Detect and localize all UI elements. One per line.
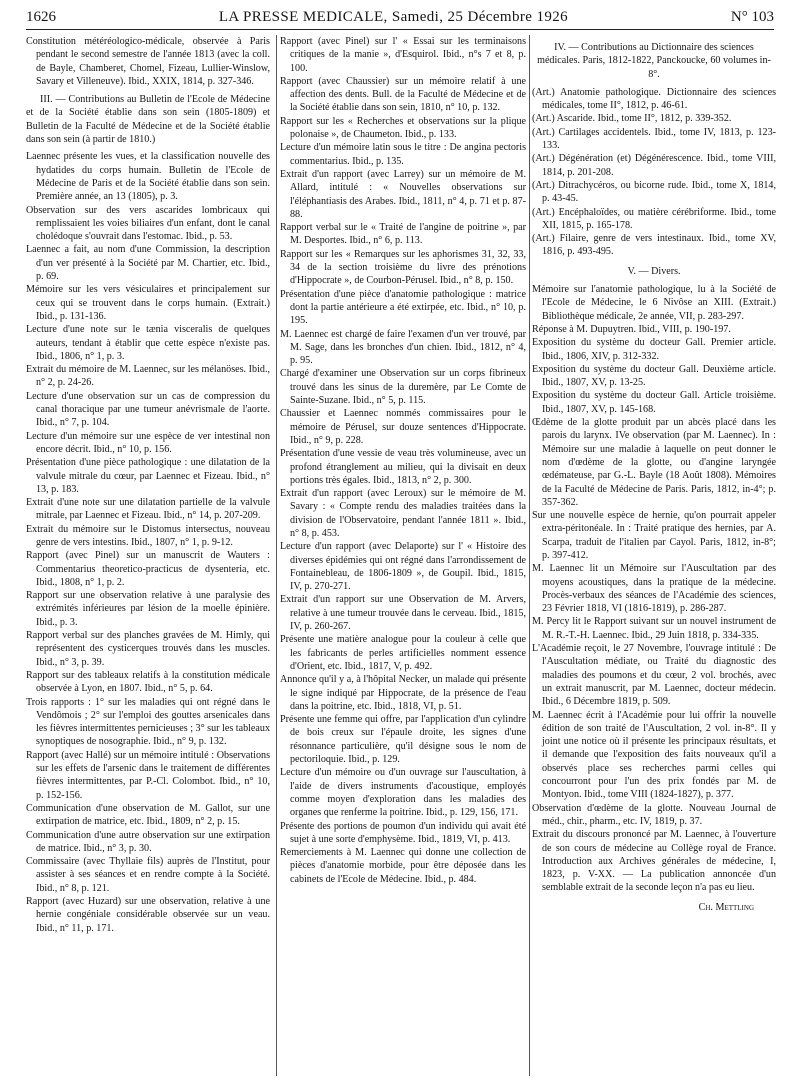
bibliography-entry: Remerciements à M. Laennec qui donne une collection de pièces d'anatomie morbide, pour être déposée dans les cabinets de l'Ecole de Médecine. Ibid., p. 484.	[280, 847, 526, 885]
bibliography-entry: Constitution météréologico-médicale, observée à Paris pendant le second semestre de l'année 1813 (avec la coll. de Bayle, Chamberet, Chomel, Fizeau, Lullier-Winslow, Savary et Villeneuve). Ibid., XXIX, 1814, p. 327-346.	[26, 36, 270, 87]
bibliography-entry: Rapport sur une observation relative à une paralysie des extrémités inférieures par lésion de la moelle épinière. Ibid., p. 3.	[26, 590, 270, 628]
bibliography-entry: Œdème de la glotte produit par un abcès placé dans les parois du larynx. IVe observation (par M. Laennec). In : Mémoire sur une maladie à laquelle on peut donner le nom d'œdème de la glotte, ou d'angine laryngée œdémateuse, par G.-L. Bayle (18 Août 1808). Mémoires de la Faculté de Médecine de Paris. Paris, 1812, in-4°; p. 357-362.	[532, 417, 776, 508]
bibliography-entry: Annonce qu'il y a, à l'hôpital Necker, un malade qui présente le signe indiqué par Hippocrate, de la présence de l'eau dans la poitrine, etc. Ibid., 1818, VI, p. 51.	[280, 674, 526, 712]
bibliography-entry: M. Laennec est chargé de faire l'examen d'un ver trouvé, par M. Sage, dans les bronches d'un chien. Ibid., 1812, n° 4, p. 95.	[280, 328, 526, 367]
bibliography-entry: Exposition du système du docteur Gall. Deuxième article. Ibid., 1807, XV, p. 13-25.	[532, 363, 776, 389]
bibliography-entry: M. Laennec écrit à l'Académie pour lui offrir la nouvelle édition de son traité de l'Auscultation, 2 vol. in-8°. Il y joint une notice où il présente les principaux résultats, et il demande que l'exposition des faits nouveaux qu'il a observés place ses recherches parmi celles qui concourront pour l'un des prix fondés par M. de Montyon. Ibid., tome VIII (1824-1827), p. 377.	[532, 709, 776, 801]
page-header	[26, 9, 774, 29]
bibliography-entry: Commissaire (avec Thyllaie fils) auprès de l'Institut, pour assister à ses séances et en rendre compte à la Société. Ibid., n° 8, p. 121.	[26, 856, 270, 894]
bibliography-entry: (Art.) Ascaride. Ibid., tome II°, 1812, p. 339-352.	[532, 113, 732, 125]
section-heading: IV. — Contributions au Dictionnaire des sciences médicales. Paris, 1812-1822, Panckoucke, 60 volumes in-8°.	[537, 42, 771, 80]
column-2	[280, 35, 526, 1077]
bibliography-entry: Observation sur des vers ascarides lombricaux qui remplissaient les voies biliaires d'un enfant, dont le canal cholédoque s'ouvrait dans l'estomac. Ibid., p. 53.	[26, 204, 270, 243]
bibliography-entry: Extrait du mémoire de M. Laennec, sur les mélanöses. Ibid., n° 2, p. 24-26.	[26, 364, 270, 389]
bibliography-entry: Chargé d'examiner une Observation sur un corps fibrineux trouvé dans les sinus de la duremère, par Le Comte de Sainte-Suzane. Ibid., n° 5, p. 115.	[280, 368, 526, 407]
bibliography-entry: Présente des portions de poumon d'un individu qui avait été sujet à une sorte d'emphysème. Ibid., 1819, VI, p. 413.	[280, 820, 526, 845]
bibliography-entry: Rapport sur les « Recherches et observations sur la plique polonaise », de Chaumeton. Ibid., p. 133.	[280, 115, 526, 141]
issue-number: N° 103	[730, 9, 774, 25]
bibliography-entry: Présente une matière analogue pour la couleur à celle que les fabricants de perles artificielles nomment essence d'Orient, etc. Ibid., 1817, V, p. 492.	[280, 634, 526, 672]
header-rule	[26, 29, 774, 30]
bibliography-entry: Exposition du système du docteur Gall. Premier article. Ibid., 1806, XIV, p. 312-332.	[532, 337, 776, 362]
bibliography-entry: Rapport (avec Pinel) sur l' « Essai sur les terminaisons critiques de la manie », d'Esquirol. Ibid., n°s 7 et 8, p. 100.	[280, 36, 526, 74]
bibliography-entry: Rapport (avec Huzard) sur une observation, relative à une hernie congéniale considérable observée sur un veau. Ibid., n° 11, p. 171.	[26, 896, 270, 934]
bibliography-entry: Rapport verbal sur le « Traité de l'angine de poitrine », par M. Desportes. Ibid., n° 6, p. 113.	[280, 222, 526, 247]
bibliography-entry: L'Académie reçoit, le 27 Novembre, l'ouvrage intitulé : De l'Auscultation médiate, ou Traité du diagnostic des maladies des poumons et du cœur, 2 vol. brochés, avec un extrait manuscrit, par M. Laennec, docteur médecin. Ibid., 6 Décembre 1819, p. 509.	[532, 643, 776, 708]
bibliography-entry: Mémoire sur les vers vésiculaires et principalement sur ceux qui se trouvent dans le corps humain. (Extrait.) Ibid., p. 131-136.	[26, 284, 270, 322]
bibliography-entry: Rapport verbal sur des planches gravées de M. Himly, qui représentent des cysticerques trouvés dans les muscles. Ibid., n° 3, p. 39.	[26, 630, 270, 668]
bibliography-entry: M. Percy lit le Rapport suivant sur un nouvel instrument de M. R.-T.-H. Laennec. Ibid., 29 Juin 1818, p. 334-335.	[532, 616, 776, 641]
bibliography-entry: Trois rapports : 1° sur les maladies qui ont régné dans le Vendômois ; 2° sur l'emploi des gouttes arsenicales dans les fièvres intermittentes pernicieuses ; 3° sur les tableaux synoptiques de nosographie. Ibid., n° 9, p. 132.	[26, 696, 270, 748]
bibliography-entry: Extrait du discours prononcé par M. Laennec, à l'ouverture de son cours de médecine au Collège royal de France. Introduction aux Archives générales de médecine, I, 1823, p. V-XX. — La publication annoncée d'un semblable extrait de la seconde leçon n'a pas eu lieu.	[532, 829, 776, 894]
bibliography-entry: Extrait d'un rapport (avec Leroux) sur le mémoire de M. Savary : « Compte rendu des maladies traitées dans la division de l'Observatoire, pendant l'année 1811 ». Ibid., n° 8, p. 453.	[280, 488, 526, 539]
section-heading: III. — Contributions au Bulletin de l'Ecole de Médecine et de la Société établie dans son sein (1805-1809) et Bulletin de la Faculté de Médecine et de la Société établie dans son sein (à partir de 1810.)	[26, 94, 270, 146]
bibliography-entry: Lecture d'un rapport (avec Delaporte) sur l' « Histoire des diverses épidémies qui ont régné dans l'arrondissement de Fontainebleau, de 1806-1809 », de Goupil. Ibid., 1815, IV, p. 270-271.	[280, 541, 526, 593]
bibliography-entry: Lecture d'un mémoire ou d'un ouvrage sur l'auscultation, à l'aide de divers instruments d'acoustique, employés comme moyen d'exploration dans les maladies des organes que renferme la poitrine. Ibid., p. 129, 156, 171.	[280, 767, 526, 819]
bibliography-entry: Rapport sur des tableaux relatifs à la constitution médicale observée à Lyon, en 1807. Ibid., n° 5, p. 64.	[26, 669, 270, 695]
column-3	[532, 35, 776, 1077]
bibliography-entry: Lecture d'un mémoire sur une espèce de ver intestinal non encore décrit. Ibid., n° 10, p. 156.	[26, 430, 270, 455]
bibliography-entry: Communication d'une observation de M. Gallot, sur une extirpation de matrice, etc. Ibid., 1809, n° 2, p. 15.	[26, 802, 270, 828]
bibliography-entry: (Art.) Cartilages accidentels. Ibid., tome IV, 1813, p. 123-133.	[532, 126, 776, 152]
bibliography-entry: Présentation d'une pièce d'anatomie pathologique : matrice dont la partie antérieure a été extirpée, etc. Ibid., n° 10, p. 195.	[280, 288, 526, 327]
bibliography-entry: (Art.) Encéphaloïdes, ou matière cérébriforme. Ibid., tome XII, 1815, p. 165-178.	[532, 206, 776, 231]
column-divider	[529, 35, 530, 1076]
page-number: 1626	[26, 9, 56, 25]
bibliography-entry: M. Laennec lit un Mémoire sur l'Auscultation par des moyens acoustiques, dans la pratique de la médecine. Procès-verbaux des séances de l'Académie des sciences, 23 Février 1818, VI (1816-1819), p. 286-287.	[532, 563, 776, 615]
bibliography-entry: Mémoire sur l'anatomie pathologique, lu à la Société de l'Ecole de Médecine, le 6 Nivôse an XIII. (Extrait.) Bibliothèque médicale, 2e année, VII, p. 283-297.	[532, 284, 776, 322]
bibliography-entry: (Art.) Dégénération (et) Dégénérescence. Ibid., tome VIII, 1814, p. 201-208.	[532, 153, 776, 178]
bibliography-entry: Extrait d'un rapport (avec Larrey) sur un mémoire de M. Allard, intitulé : « Nouvelles observations sur l'éléphantiasis des Arabes. Ibid., 1811, n° 4, p. 71 et p. 87-88.	[280, 168, 526, 220]
bibliography-entry: Extrait d'une note sur une dilatation partielle de la valvule mitrale, par Laennec et Fizeau. Ibid., n° 14, p. 207-209.	[26, 497, 270, 522]
bibliography-entry: Extrait d'un rapport sur une Observation de M. Arvers, relative à une tumeur trouvée dans le cerveau. Ibid., 1815, IV, p. 260-267.	[280, 594, 526, 633]
bibliography-entry: Sur une nouvelle espèce de hernie, qu'on pourrait appeler extra-péritonéale. In : Traité pratique des hernies, par A. Scarpa, traduit de l'italien par Cayol. Paris, 1812, in-8°; p. 397-412.	[532, 510, 776, 561]
bibliography-entry: Rapport (avec Chaussier) sur un mémoire relatif à une affection des dents. Bull. de la Faculté de Médecine et de la Société établie dans son sein, 1810, n° 10, p. 132.	[280, 75, 526, 114]
bibliography-entry: (Art.) Filaire, genre de vers intestinaux. Ibid., tome XV, 1816, p. 493-495.	[532, 233, 776, 258]
column-1	[26, 35, 270, 1077]
section-heading: V. — Divers.	[627, 265, 681, 277]
bibliography-entry: Rapport sur les « Remarques sur les aphorismes 31, 32, 33, 34 de la section troisième du livre des prénotions d'Hippocrate », de Courbon-Pérusel. Ibid., n° 8, p. 150.	[280, 248, 526, 287]
bibliography-entry: Laennec a fait, au nom d'une Commission, la description d'un ver présenté à la Société par M. Chartier, etc. Ibid., p. 69.	[26, 244, 270, 283]
bibliography-entry: Présente une femme qui offre, par l'application d'un cylindre de bois creux sur l'épaule droite, les signes d'une résonnance particulière, qu'il désigne sous le nom de pectoriloquie. Ibid., p. 129.	[280, 714, 526, 766]
bibliography-entry: Présentation d'une pièce pathologique : une dilatation de la valvule mitrale du cœur, par Laennec et Fizeau. Ibid., n° 13, p. 183.	[26, 457, 270, 495]
bibliography-entry: Lecture d'une note sur le tænia visceralis de quelques auteurs, tendant à établir que cette espèce n'existe pas. Ibid., 1806, n° 1, p. 3.	[26, 324, 270, 362]
bibliography-entry: Communication d'une autre observation sur une extirpation de matrice. Ibid., n° 3, p. 30.	[26, 829, 270, 854]
bibliography-entry: Lecture d'un mémoire latin sous le titre : De angina pectoris commentarius. Ibid., p. 135.	[280, 142, 526, 167]
bibliography-entry: Laennec présente les vues, et la classification nouvelle des hydatides du corps humain. Bulletin de l'Ecole de Médecine de Paris et de la Société établie dans son sein. Première année, an 13 (1805), p. 3.	[26, 151, 270, 203]
bibliography-entry: (Art.) Anatomie pathologique. Dictionnaire des sciences médicales, tome II°, 1812, p. 46-61.	[532, 86, 776, 112]
bibliography-entry: Observation d'œdème de la glotte. Nouveau Journal de méd., chir., pharm., etc. IV, 1819, p. 37.	[532, 802, 776, 827]
journal-title: LA PRESSE MEDICALE, Samedi, 25 Décembre 1926	[218, 9, 569, 25]
bibliography-entry: Rapport (avec Hallé) sur un mémoire intitulé : Observations sur les effets de l'arsenic dans le traitement de différentes fièvres intermittentes, par P.-Cl. Colombot. Ibid., n° 10, p. 152-156.	[26, 749, 270, 801]
bibliography-entry: Rapport (avec Pinel) sur un manuscrit de Wauters : Commentarius theoretico-practicus de dysenteria, etc. Ibid., 1808, n° 1, p. 2.	[26, 550, 270, 588]
bibliography-entry: Exposition du système du docteur Gall. Article troisième. Ibid., 1807, XV, p. 145-168.	[532, 390, 776, 415]
bibliography-entry: Chaussier et Laennec nommés commissaires pour le mémoire de Pérusel, sur douze sentences d'Hippocrate. Ibid., n° 9, p. 228.	[280, 408, 526, 446]
bibliography-entry: Réponse à M. Dupuytren. Ibid., VIII, p. 190-197.	[532, 323, 731, 335]
bibliography-entry: Présentation d'une vessie de veau très volumineuse, avec un profond étranglement au milieu, qui la divisait en deux portions très égales. Ibid., 1813, n° 2, p. 300.	[280, 448, 526, 486]
column-divider	[276, 35, 277, 1076]
bibliography-entry: (Art.) Ditrachycéros, ou bicorne rude. Ibid., tome X, 1814, p. 43-45.	[532, 179, 776, 205]
bibliography-entry: Lecture d'une observation sur un cas de compression du canal thoracique par une tumeur anévrismale de l'aorte. Ibid., n° 7, p. 104.	[26, 390, 270, 429]
bibliography-entry: Extrait du mémoire sur le Distomus intersectus, nouveau genre de vers intestins. Ibid., 1807, n° 1, p. 9-12.	[26, 523, 270, 548]
author-signature: Ch. Mettling	[698, 901, 754, 913]
